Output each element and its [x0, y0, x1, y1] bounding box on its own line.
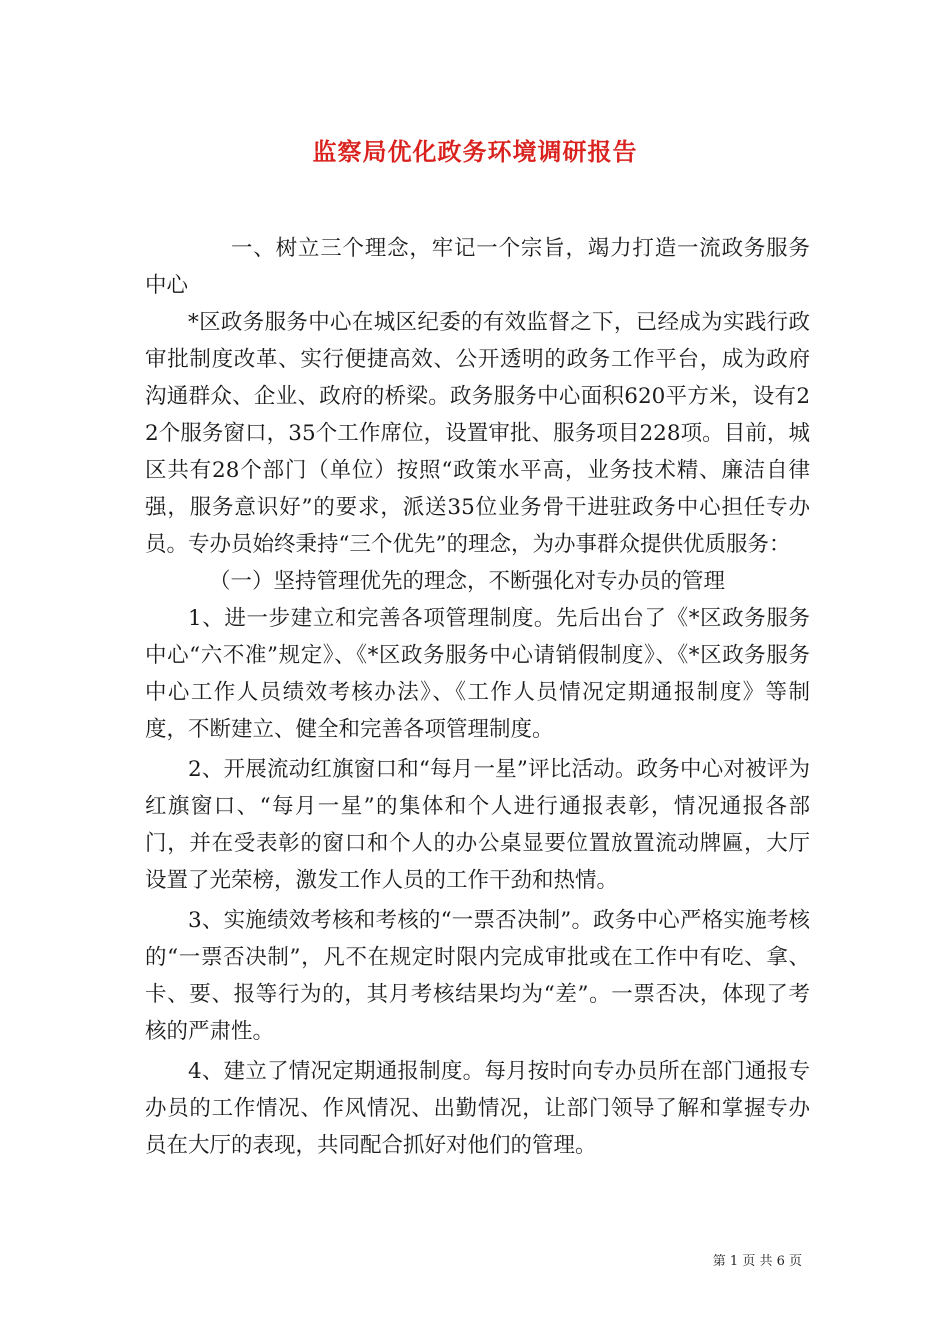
page-number: 第 1 页 共 6 页: [712, 1254, 802, 1269]
paragraph: 1、进一步建立和完善各项管理制度。先后出台了《*区政务服务中心“六不准”规定》、《*区政务服务中心请销假制度》、《*区政务服务中心工作人员绩效考核办法》、《工作人员情况定期通报制度》等制度，不断建立、健全和完善各项管理制度。: [145, 606, 810, 742]
paragraph: 4、建立了情况定期通报制度。每月按时向专办员所在部门通报专办员的工作情况、作风情况、出勤情况，让部门领导了解和掌握专办员在大厅的表现，共同配合抓好对他们的管理。: [145, 1059, 810, 1158]
paragraph: *区政务服务中心在城区纪委的有效监督之下，已经成为实践行政审批制度改革、实行便捷高效、公开透明的政务工作平台，成为政府沟通群众、企业、政府的桥梁。政务服务中心面积620平方米，设有22个服务窗口，35个工作席位，设置审批、服务项目228项。目前，城区共有28个部门（单位）按照“政策水平高，业务技术精、廉洁自律强，服务意识好”的要求，派送35位业务骨干进驻政务中心担任专办员。专办员始终秉持“三个优先”的理念，为办事群众提供优质服务：: [145, 310, 811, 557]
paragraph: 3、实施绩效考核和考核的“一票否决制”。政务中心严格实施考核的“一票否决制”，凡不在规定时限内完成审批或在工作中有吃、拿、卡、要、报等行为的，其月考核结果均为“差”。一票否决，体现了考核的严肃性。: [145, 908, 810, 1044]
document-title: 监察局优化政务环境调研报告: [312, 137, 638, 166]
subsection-heading: （一）坚持管理优先的理念，不断强化对专办员的管理: [209, 569, 726, 594]
paragraph: 2、开展流动红旗窗口和“每月一星”评比活动。政务中心对被评为红旗窗口、“每月一星”的集体和个人进行通报表彰，情况通报各部门，并在受表彰的窗口和个人的办公桌显要位置放置流动牌匾，大厅设置了光荣榜，激发工作人员的工作干劲和热情。: [145, 757, 810, 893]
document-body: [145, 230, 810, 1164]
section-heading: 一、树立三个理念，牢记一个宗旨，竭力打造一流政务服务中心: [145, 236, 810, 298]
